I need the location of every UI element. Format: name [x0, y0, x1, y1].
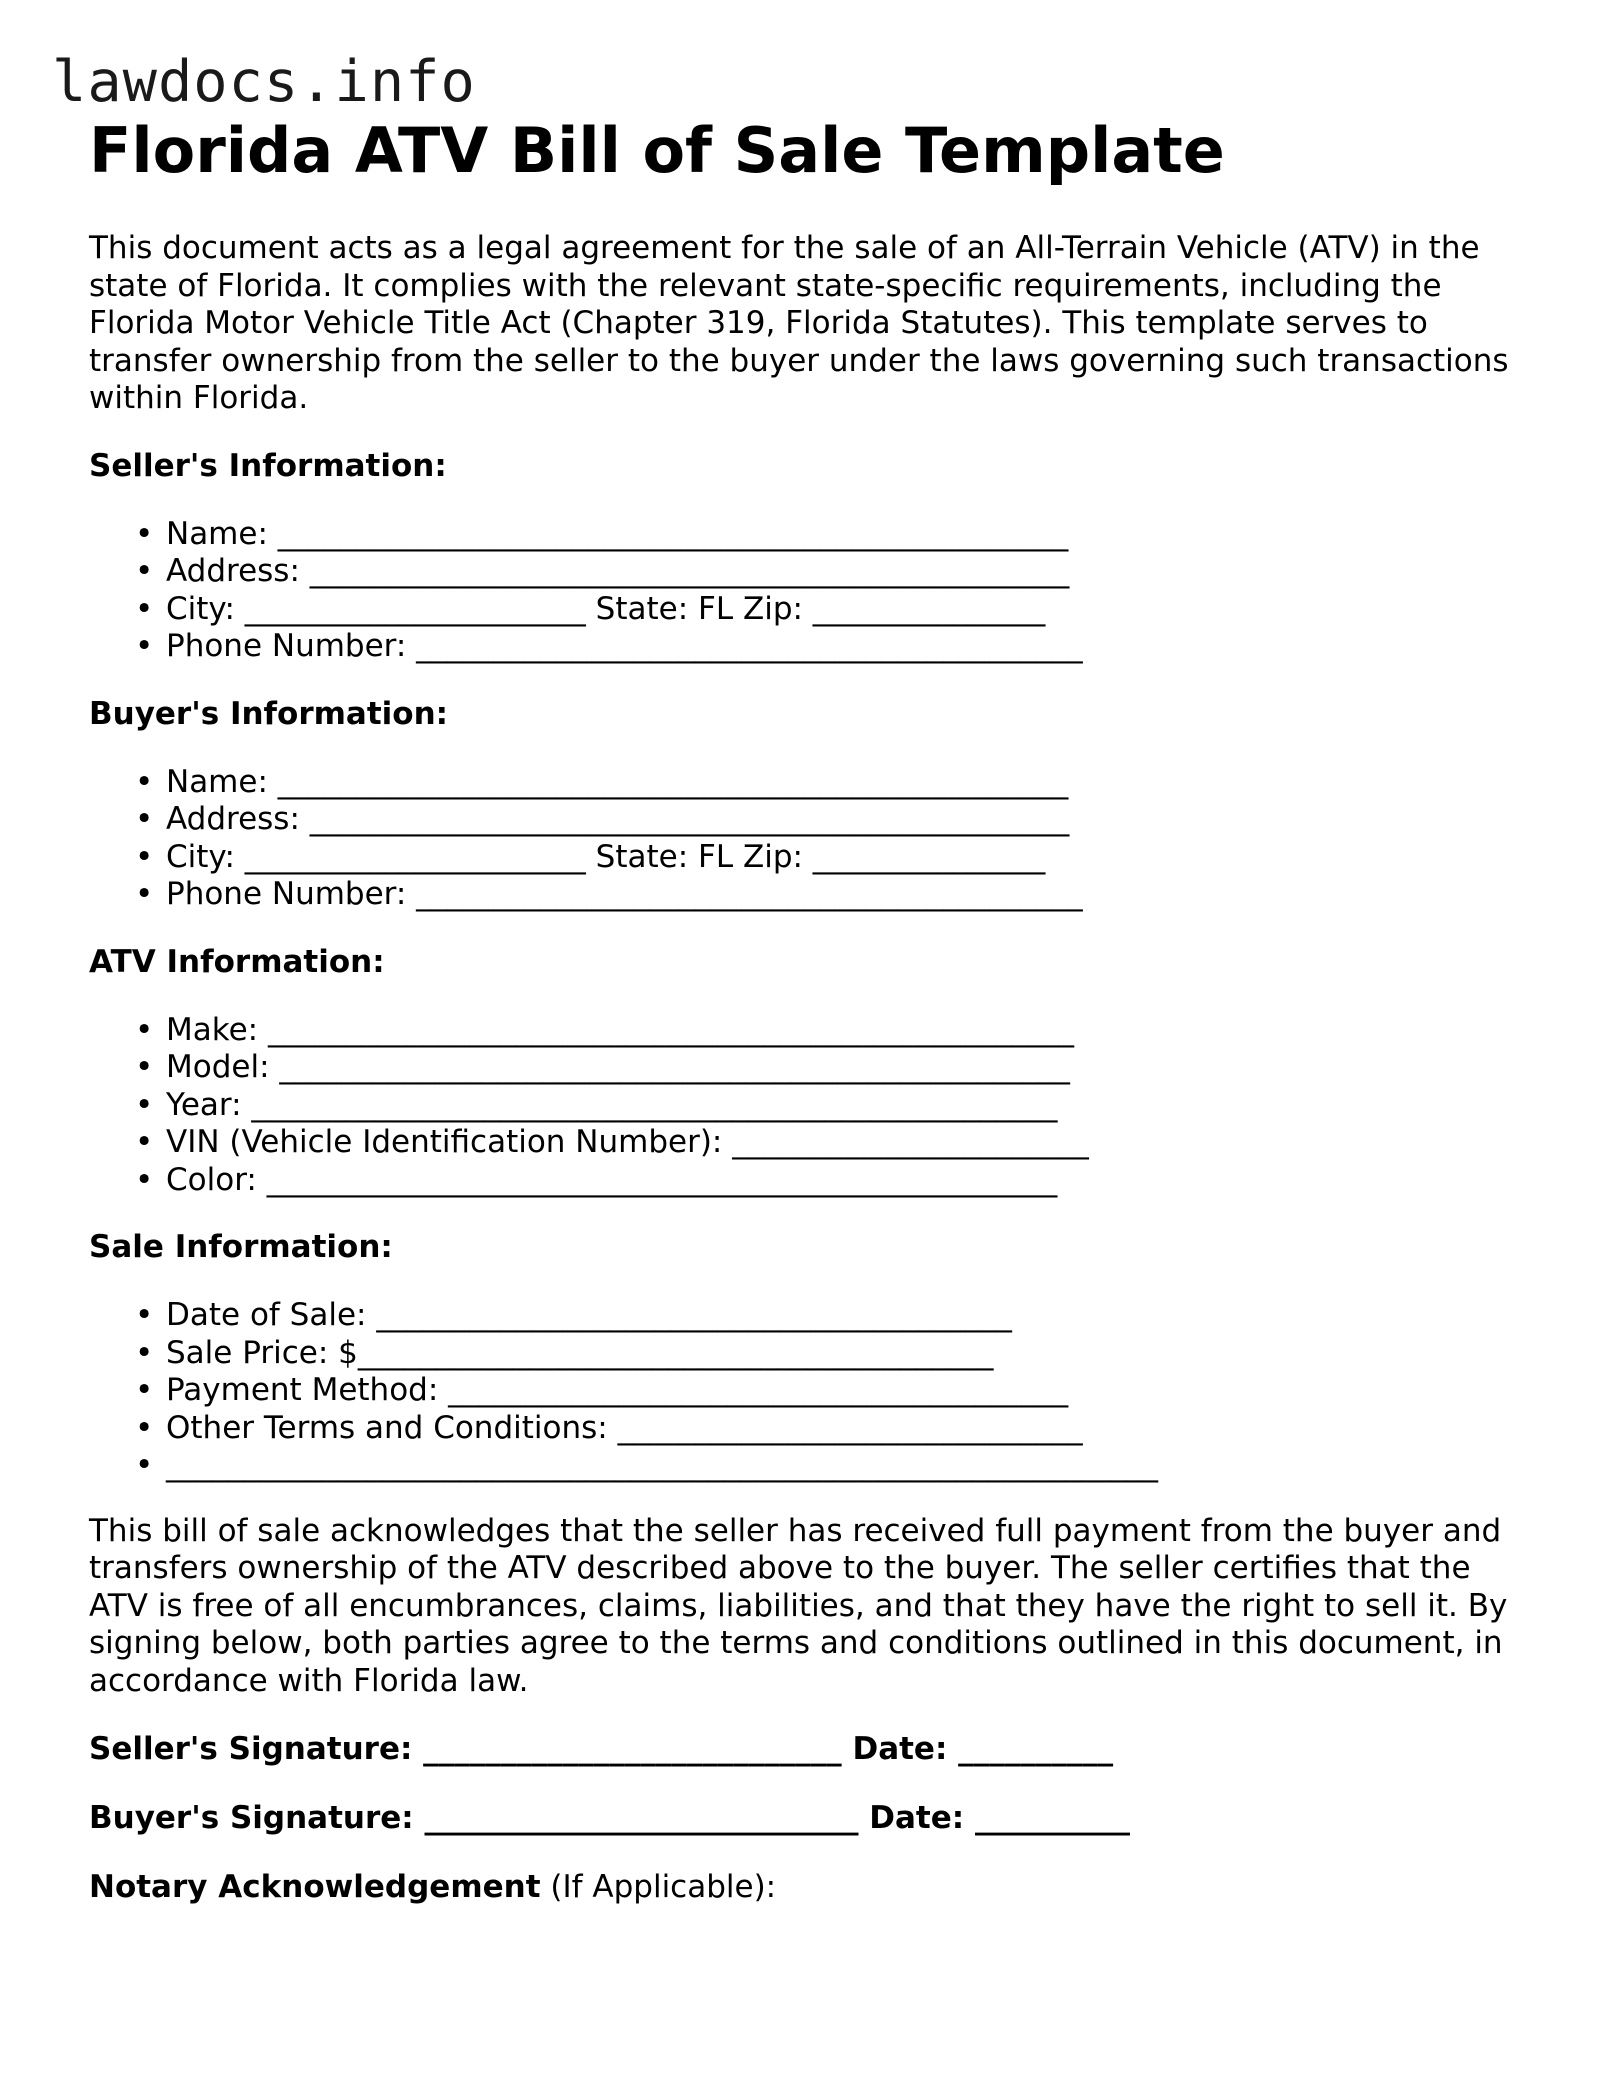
field-label: ________________________________________________________________ — [166, 1447, 1158, 1483]
bullet: • — [135, 590, 154, 627]
field-label: Model: ___________________________________________________ — [166, 1049, 1070, 1085]
document-title: Florida ATV Bill of Sale Template — [89, 114, 1225, 187]
bullet: • — [135, 515, 154, 552]
buyer-name-field[interactable] — [135, 763, 1529, 802]
seller-fields-list — [89, 516, 1529, 666]
seller-city-state-zip-field[interactable] — [135, 590, 1529, 629]
atv-model-field[interactable] — [135, 1049, 1529, 1087]
atv-vin-field[interactable] — [135, 1124, 1529, 1162]
payment-method-field[interactable] — [135, 1372, 1529, 1410]
other-terms-field[interactable] — [135, 1409, 1529, 1448]
field-label: Payment Method: ________________________________________ — [166, 1372, 1069, 1408]
bullet: • — [135, 1124, 154, 1160]
atv-color-field[interactable] — [135, 1161, 1529, 1200]
bullet: • — [135, 628, 154, 664]
field-label: Phone Number: ___________________________________________ — [166, 628, 1083, 664]
bullet: • — [135, 1049, 154, 1085]
field-label: Color: ___________________________________________________ — [166, 1161, 1058, 1198]
field-label: Year: ____________________________________________________ — [166, 1086, 1058, 1123]
bullet: • — [135, 876, 154, 912]
field-label: Name: ___________________________________________________ — [166, 763, 1069, 800]
bullet: • — [135, 553, 154, 589]
atv-fields-list — [89, 1012, 1529, 1200]
bullet: • — [135, 763, 154, 800]
field-label: VIN (Vehicle Identification Number): _______________________ — [166, 1124, 1089, 1160]
field-label: City: ______________________ State: FL Zip: _______________ — [166, 590, 1046, 627]
atv-info-heading: ATV Information: — [89, 943, 385, 980]
field-label: Other Terms and Conditions: ______________________________ — [166, 1409, 1083, 1446]
buyer-address-field[interactable] — [135, 801, 1529, 839]
bullet: • — [135, 1086, 154, 1123]
site-watermark: lawdocs.info — [52, 49, 476, 115]
atv-year-field[interactable] — [135, 1086, 1529, 1125]
notary-acknowledgement — [89, 1868, 1529, 1906]
seller-info-heading: Seller's Information: — [89, 447, 447, 484]
acknowledgement-paragraph: This bill of sale acknowledges that the seller has received full payment from the buyer and transfers ownership of the ATV described above to the buyer. The seller certifies that the ATV is free of all encumbrances, claims, liabilities, and that they have the right to sell it. By signing below, both parties agree to the terms and conditions outlined in this document, in accordance with Florida law. — [89, 1512, 1508, 1699]
notary-note: (If Applicable): — [540, 1869, 777, 1905]
field-label: Phone Number: ___________________________________________ — [166, 876, 1083, 912]
sale-price-field[interactable] — [135, 1334, 1529, 1373]
buyer-phone-field[interactable] — [135, 876, 1529, 914]
bullet: • — [135, 1011, 154, 1048]
bullet: • — [135, 1334, 154, 1371]
bullet: • — [135, 1372, 154, 1408]
sale-fields-list — [89, 1297, 1529, 1485]
atv-make-field[interactable] — [135, 1011, 1529, 1050]
field-label: Sale Price: $_________________________________________ — [166, 1334, 994, 1371]
seller-name-field[interactable] — [135, 515, 1529, 554]
buyer-city-state-zip-field[interactable] — [135, 838, 1529, 877]
bullet: • — [135, 801, 154, 837]
sale-info-heading: Sale Information: — [89, 1229, 393, 1265]
seller-address-field[interactable] — [135, 553, 1529, 591]
field-label: Make: ____________________________________________________ — [166, 1011, 1074, 1048]
bullet: • — [135, 1447, 154, 1483]
bullet: • — [135, 1161, 154, 1198]
sale-date-field[interactable] — [135, 1297, 1529, 1335]
buyer-fields-list — [89, 764, 1529, 914]
field-label: Date of Sale: _________________________________________ — [166, 1297, 1012, 1333]
field-label: Name: ___________________________________________________ — [166, 515, 1069, 552]
buyer-info-heading: Buyer's Information: — [89, 695, 449, 732]
bullet: • — [135, 838, 154, 875]
buyer-signature-line[interactable]: Buyer's Signature: ____________________________ Date: __________ — [89, 1800, 1130, 1836]
field-label: Address: _________________________________________________ — [166, 553, 1070, 589]
document-body — [89, 112, 1529, 1906]
notary-label: Notary Acknowledgement — [89, 1869, 541, 1905]
seller-phone-field[interactable] — [135, 628, 1529, 666]
seller-signature-line[interactable]: Seller's Signature: ___________________________ Date: __________ — [89, 1731, 1114, 1767]
other-terms-continuation-field[interactable] — [135, 1447, 1529, 1485]
bullet: • — [135, 1297, 154, 1333]
bullet: • — [135, 1409, 154, 1446]
field-label: Address: _________________________________________________ — [166, 801, 1070, 837]
intro-paragraph: This document acts as a legal agreement for the sale of an All-Terrain Vehicle (ATV) in the state of Florida. It complies with the relevant state-specific requirements, including the Florida Motor Vehicle Title Act (Chapter 319, Florida Statutes). This template serves to transfer ownership from the seller to the buyer under the laws governing such transactions within Florida. — [89, 230, 1509, 416]
field-label: City: ______________________ State: FL Zip: _______________ — [166, 838, 1046, 875]
